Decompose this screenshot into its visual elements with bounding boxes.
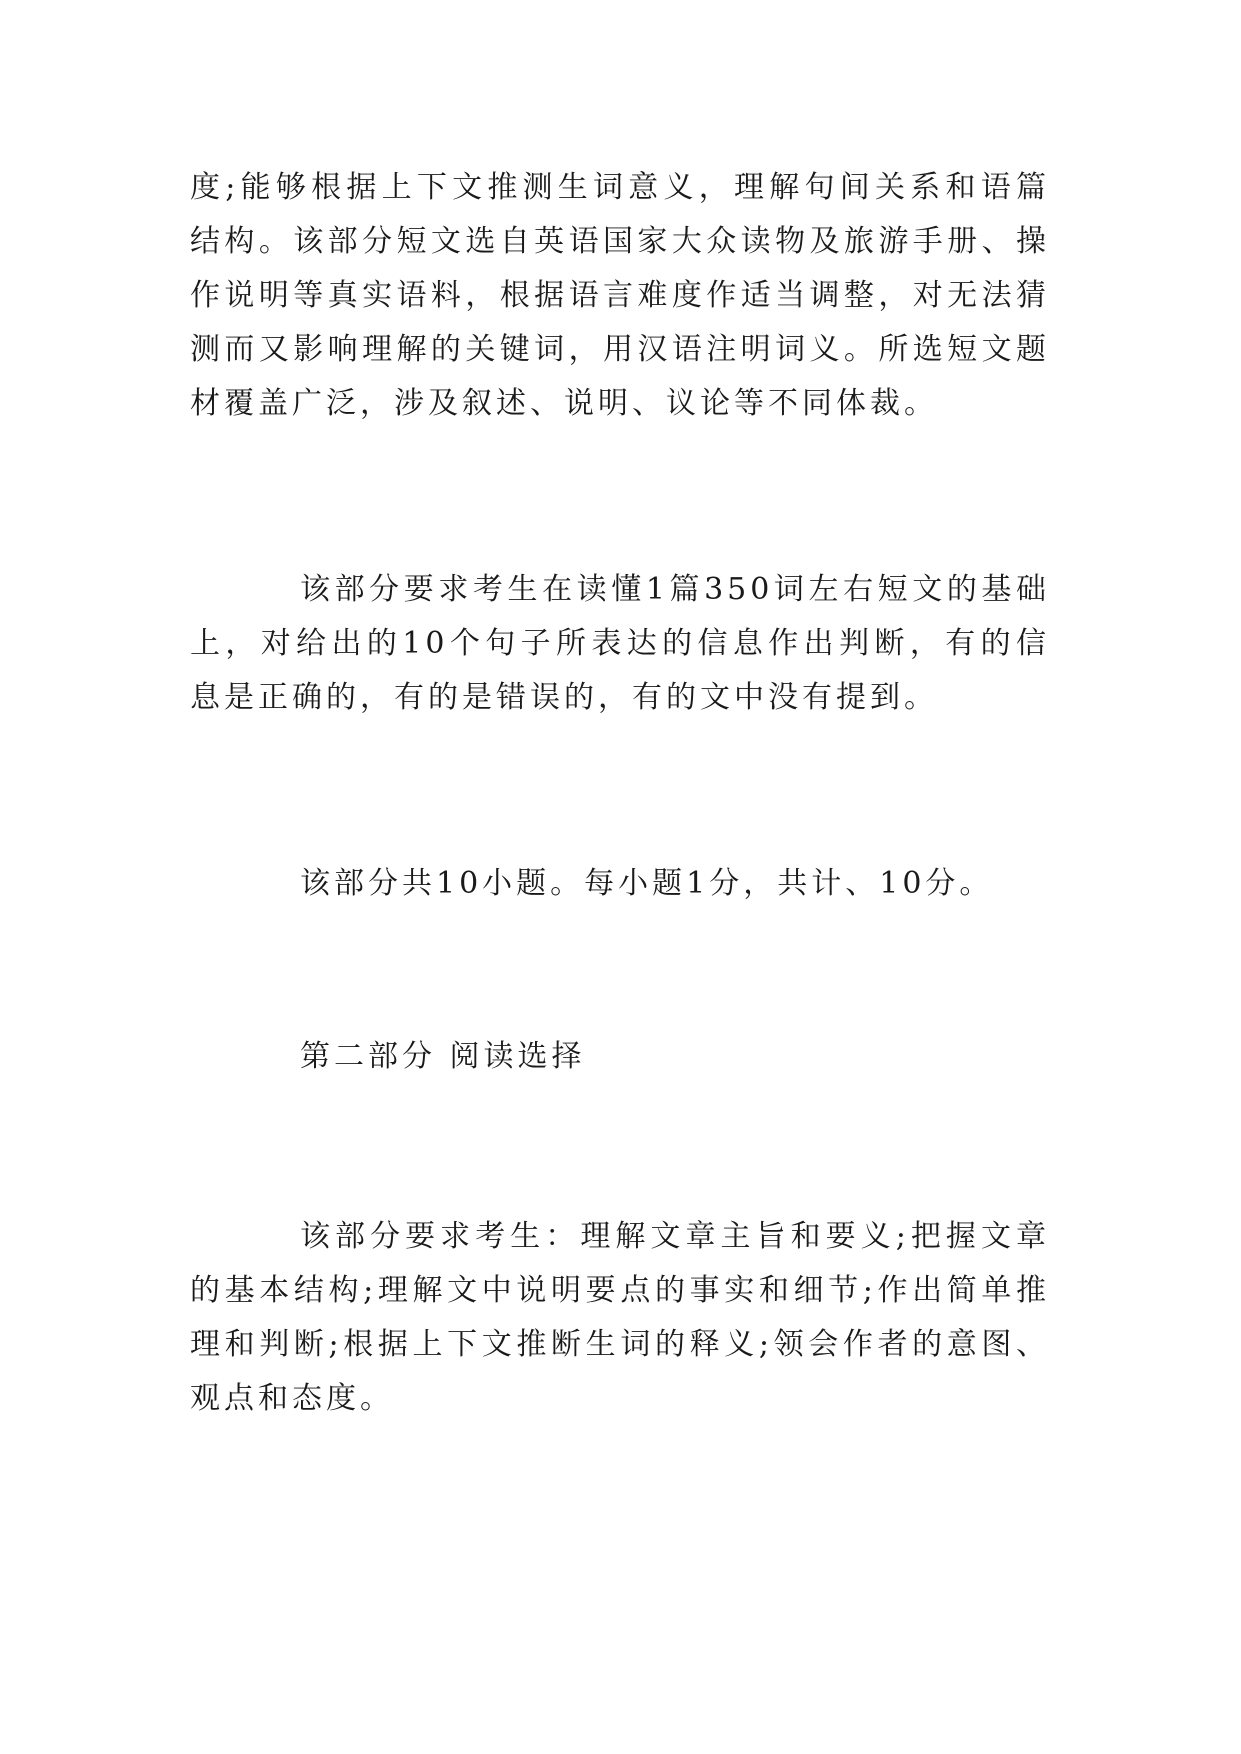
paragraph-continuation: 度;能够根据上下文推测生词意义，理解句间关系和语篇结构。该部分短文选自英语国家大众读物及旅游手册、操作说明等真实语料，根据语言难度作适当调整，对无法猜测而又影响理解的关键词，用汉语注明词义。所选短文题材覆盖广泛，涉及叙述、说明、议论等不同体裁。 xyxy=(190,170,1050,421)
paragraph-true-false-description: 该部分要求考生在读懂1篇350词左右短文的基础上，对给出的10个句子所表达的信息作出判断，有的信息是正确的，有的是错误的，有的文中没有提到。 xyxy=(190,572,1050,715)
section-heading: 第二部分 阅读选择 xyxy=(300,1039,586,1074)
paragraph-reading-choice-description: 该部分要求考生：理解文章主旨和要义;把握文章的基本结构;理解文中说明要点的事实和细节;作出简单推理和判断;根据上下文推断生词的释义;领会作者的意图、观点和态度。 xyxy=(190,1219,1050,1416)
paragraph-scoring: 该部分共10小题。每小题1分，共计、10分。 xyxy=(300,866,994,901)
